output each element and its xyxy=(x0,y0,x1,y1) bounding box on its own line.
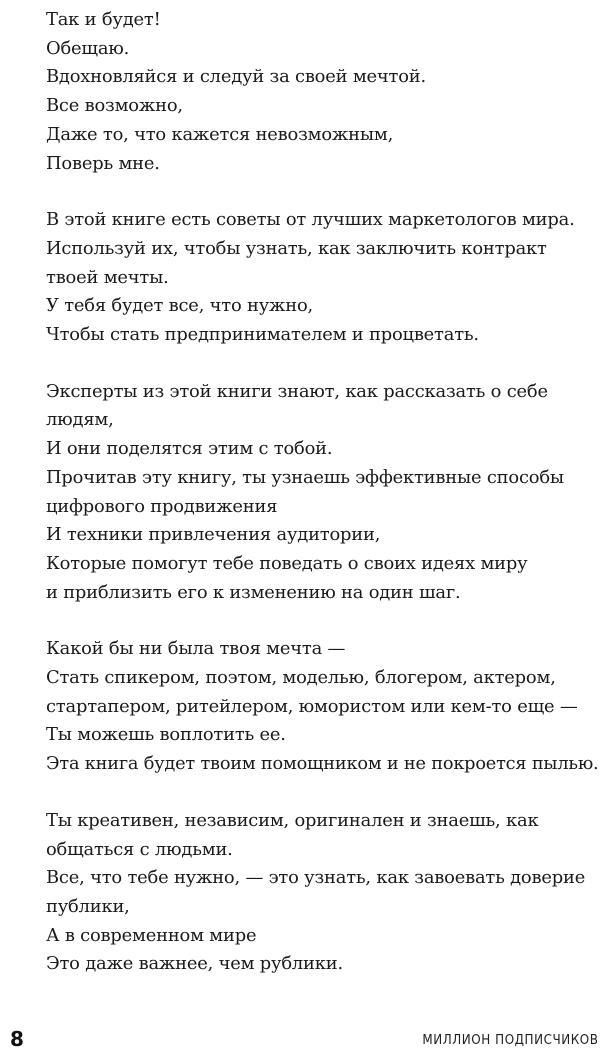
stanza-4 xyxy=(46,635,602,779)
text-line: Так и будет! xyxy=(46,9,161,30)
text-line: Стать спикером, поэтом, моделью, блогером, актером, xyxy=(46,667,556,689)
text-line: цифрового продвижения xyxy=(46,495,278,517)
text-line: стартапером, ритейлером, юмористом или кем-то еще — xyxy=(46,695,578,717)
text-line: Все возможно, xyxy=(46,95,183,117)
text-line: Ты можешь воплотить ее. xyxy=(46,724,286,746)
text-line: Это даже важнее, чем рублики. xyxy=(46,953,343,975)
text-line: общаться с людьми. xyxy=(46,838,233,860)
page-number: 8 xyxy=(10,1027,24,1051)
stanza-3 xyxy=(46,378,602,608)
text-line: Эксперты из этой книги знают, как рассказать о себе xyxy=(46,380,548,402)
text-line: Чтобы стать предпринимателем и процветать. xyxy=(46,324,479,346)
text-line: Даже то, что кажется невозможным, xyxy=(46,123,394,145)
stanza-2 xyxy=(46,206,602,350)
page-footer xyxy=(10,1026,599,1050)
text-line: людям, xyxy=(46,409,114,431)
text-line: публики, xyxy=(46,895,130,917)
text-line: У тебя будет все, что нужно, xyxy=(46,295,314,317)
text-line: Ты креативен, независим, оригинален и знаешь, как xyxy=(46,809,539,831)
text-line: Используй их, чтобы узнать, как заключить контракт xyxy=(46,237,547,259)
text-line: А в современном мире xyxy=(46,924,257,946)
text-line: Какой бы ни была твоя мечта — xyxy=(46,638,346,660)
text-line: И они поделятся этим с тобой. xyxy=(46,438,333,460)
text-line: И техники привлечения аудитории, xyxy=(46,524,381,546)
text-line: Обещаю. xyxy=(46,37,130,59)
running-title: МИЛЛИОН ПОДПИСЧИКОВ xyxy=(422,1033,599,1048)
stanza-5 xyxy=(46,807,602,979)
stanza-1 xyxy=(46,6,602,178)
text-line: Все, что тебе нужно, — это узнать, как завоевать доверие xyxy=(46,867,586,889)
text-line: Вдохновляйся и следуй за своей мечтой. xyxy=(46,66,426,88)
text-line: Прочитав эту книгу, ты узнаешь эффективные способы xyxy=(46,466,564,488)
text-line: Эта книга будет твоим помощником и не покроется пылью. xyxy=(46,753,599,775)
page-body-text xyxy=(46,6,602,1007)
text-line: твоей мечты. xyxy=(46,266,169,288)
text-line: В этой книге есть советы от лучших маркетологов мира. xyxy=(46,209,575,231)
text-line: и приблизить его к изменению на один шаг. xyxy=(46,581,461,603)
text-line: Поверь мне. xyxy=(46,152,160,174)
text-line: Которые помогут тебе поведать о своих идеях миру xyxy=(46,552,528,574)
